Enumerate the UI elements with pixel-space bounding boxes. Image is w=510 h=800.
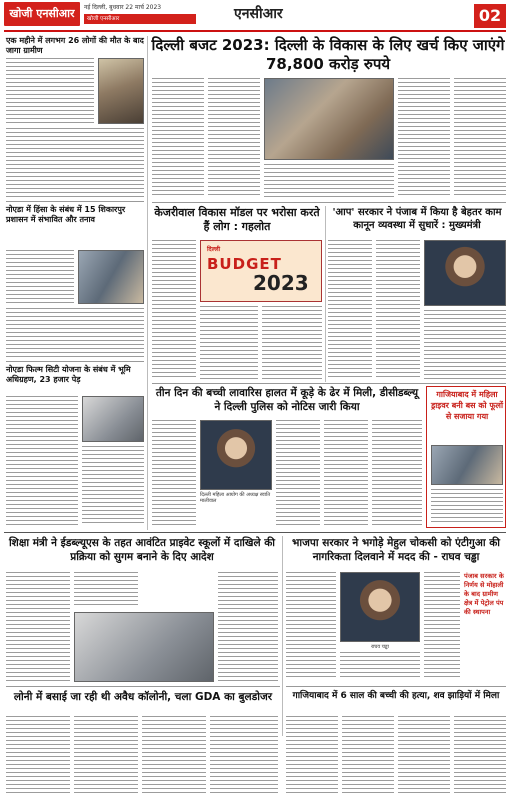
bjp-body-col1 [286, 572, 336, 680]
kejriwal-body-col3 [262, 306, 322, 380]
divider [6, 686, 280, 687]
section-title: एनसीआर [234, 6, 283, 22]
dcw-headline: तीन दिन की बच्ची लावारिस हालत में कूड़े के ढेर में मिली, डीसीडब्ल्यू ने दिल्ली पुलिस को नोटिस जारी किया [155, 387, 419, 413]
page-number: 02 [474, 4, 506, 28]
budget-body-col2 [208, 78, 260, 198]
budget-body-col5 [454, 78, 506, 198]
divider [286, 686, 506, 687]
dcw-body-col4 [372, 420, 422, 528]
chadha-photo-caption: राघव चड्ढा [371, 644, 389, 650]
divider [152, 383, 506, 384]
column-rule [282, 536, 283, 736]
section-divider [4, 532, 506, 533]
sidebox-headline: गाजियाबाद में महिला ड्राइवर बनी बस को फूलों से सजाया गया [430, 390, 504, 421]
education-body-col3 [218, 572, 278, 682]
divider [6, 361, 144, 362]
left-mid2-body [6, 396, 78, 526]
aap-body-col1 [328, 240, 372, 380]
budget-badge-year: 2023 [253, 271, 309, 295]
column-rule [325, 206, 326, 382]
budget-badge-word: BUDGET [207, 255, 282, 273]
education-body-col1 [6, 572, 70, 682]
education-headline: शिक्षा मंत्री ने ईडब्ल्यूएस के तहत आवंटित प्राइवेट स्कूलों में दाखिले की प्रक्रिया को सुगम बनाने के दिए आदेश [8, 537, 276, 563]
left-mid-body [6, 250, 74, 304]
ghaziabad-body-col3 [398, 716, 450, 796]
gda-body-col2 [74, 716, 138, 796]
dcw-body-col1 [152, 420, 196, 528]
dcw-chief-photo [200, 420, 272, 490]
budget-body-col3 [264, 164, 394, 198]
paper-name: खोजी एनसीआर [4, 2, 80, 26]
bjp-body-col3 [424, 572, 460, 680]
column-rule [147, 36, 148, 530]
bjp-headline: भाजपा सरकार ने भगोड़े मेहुल चोकसी को एंटीगुआ की नागरिकता दिलवाने में मदद की - राघव चड्ढा [291, 537, 501, 563]
dcw-photo-caption: दिल्ली महिला आयोग की अध्यक्ष स्वाति मालीवाल [200, 492, 271, 504]
kejriwal-headline: केजरीवाल विकास मॉडल पर भरोसा करते हैं लोग : गहलोत [154, 206, 320, 233]
divider [6, 201, 144, 202]
dcw-body-col2 [276, 420, 320, 528]
left-mid-body-2 [6, 308, 144, 358]
village-photo [98, 58, 144, 124]
ghaziabad-body-col1 [286, 716, 338, 796]
ghaziabad-body-col2 [342, 716, 394, 796]
left-top-headline: एक महीने में लगभग 26 लोगों की मौत के बाद जागा ग्रामीण [6, 36, 144, 55]
aap-body-col2 [376, 240, 420, 380]
sidebox [426, 386, 506, 528]
left-mid2-headline: नोएडा फिल्म सिटी योजना के संबंध में भूमि अधिग्रहण, 23 हजार पेड़ [6, 365, 131, 384]
noida-photo [78, 250, 144, 304]
gda-body-col1 [6, 716, 70, 796]
dcw-body-col3 [324, 420, 368, 528]
budget-badge-top: दिल्ली [207, 246, 221, 253]
tagline: खोजी एनसीआर [84, 14, 196, 24]
gda-headline: लोनी में बसाई जा रही थी अवैध कॉलोनी, चला GDA का बुलडोजर [13, 691, 273, 703]
chadha-photo [340, 572, 420, 642]
gda-body-col4 [210, 716, 278, 796]
masthead-rule [4, 30, 506, 32]
main-headline: दिल्ली बजट 2023: दिल्ली के विकास के लिए खर्च किए जाएंगे 78,800 करोड़ रुपये [151, 36, 505, 73]
film-city-photo [82, 396, 144, 442]
aap-body-col3 [424, 310, 506, 380]
date-line: नई दिल्ली, बुधवार 22 मार्च 2023 [84, 4, 162, 11]
ghaziabad-headline: गाजियाबाद में 6 साल की बच्ची की हत्या, शव झाड़ियों में मिला [292, 691, 500, 701]
kejriwal-body-col1 [152, 240, 196, 380]
aap-headline: 'आप' सरकार ने पंजाब में किया है बेहतर काम कानून व्यवस्था में सुधारें : मुख्यमंत्री [332, 207, 502, 231]
sidebox-body [431, 489, 503, 525]
budget-body-col1 [152, 78, 204, 198]
bus-photo [431, 445, 503, 485]
cm-photo [424, 240, 506, 306]
gda-body-col3 [142, 716, 206, 796]
punjab-box [464, 572, 506, 680]
meeting-photo [74, 612, 214, 682]
bjp-body-col2 [340, 652, 420, 680]
budget-photo [264, 78, 394, 160]
left-top-body [6, 58, 94, 124]
left-top-body-2 [6, 128, 144, 198]
budget-body-col4 [398, 78, 450, 198]
education-body-col2 [74, 572, 138, 608]
left-mid2-body-2 [82, 446, 144, 526]
punjab-box-text: पंजाब सरकार के निर्णय से मोहाली के बाद ग्रामीण क्षेत्र में पेट्रोल पंप की स्थापना [464, 572, 504, 616]
ghaziabad-body-col4 [454, 716, 506, 796]
masthead [4, 2, 506, 32]
kejriwal-body-col2 [200, 306, 258, 380]
budget-badge [200, 240, 322, 302]
divider [152, 202, 506, 203]
left-mid-headline: नोएडा में हिंसा के संबंध में 15 शिकारपुर प्रशासन में संभावित और तनाव [6, 205, 126, 224]
